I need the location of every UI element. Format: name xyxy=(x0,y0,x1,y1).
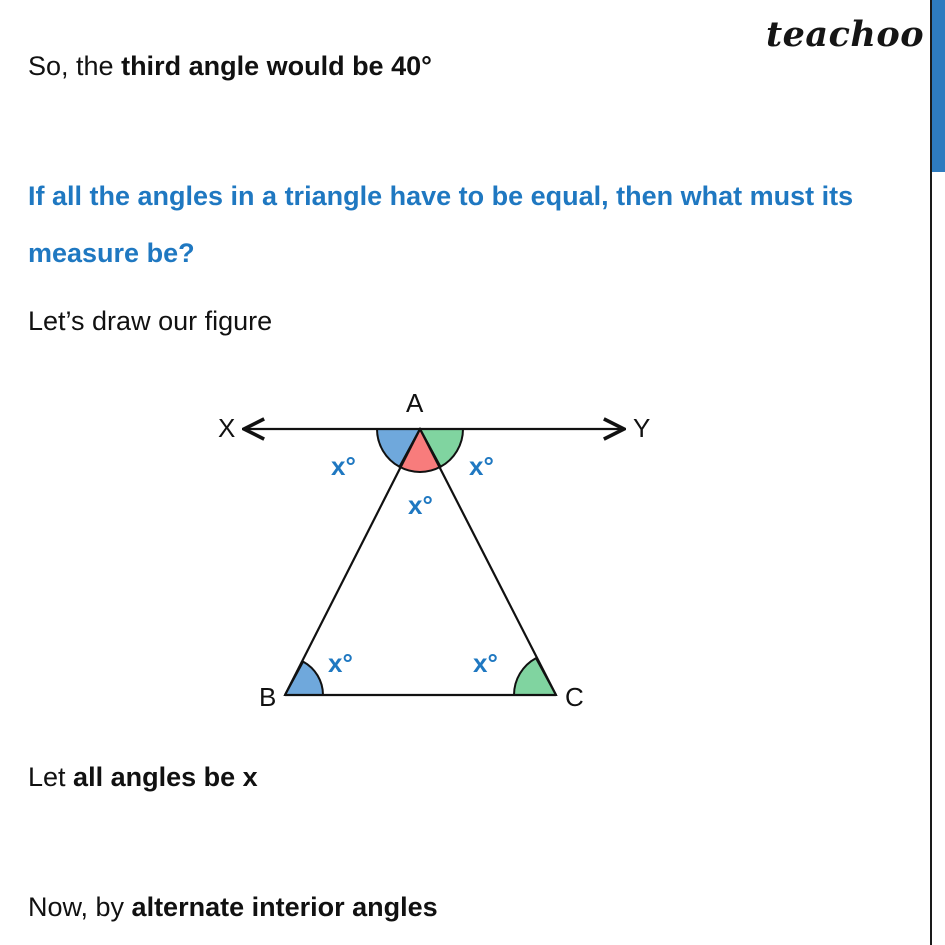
label-x: X xyxy=(218,413,236,443)
let-bold: all angles be x xyxy=(73,762,258,792)
now-prefix: Now, by xyxy=(28,892,132,922)
teachoo-logo: teachoo xyxy=(766,14,925,55)
let-prefix: Let xyxy=(28,762,74,792)
question-line-1: If all the angles in a triangle have to be equal, then what must its xyxy=(28,181,854,211)
angle-c-wedge xyxy=(514,658,556,695)
alternate-angles-statement xyxy=(28,891,438,923)
label-b: B xyxy=(259,682,277,712)
label-y: Y xyxy=(633,413,651,443)
question-line-2: measure be? xyxy=(28,238,195,268)
angle-label-bac: x° xyxy=(408,490,433,520)
angle-label-xab: x° xyxy=(331,451,356,481)
angle-label-b: x° xyxy=(328,648,353,678)
let-angles-statement xyxy=(28,761,258,793)
label-c: C xyxy=(565,682,584,712)
label-a: A xyxy=(406,388,424,418)
statement-prefix: So, the xyxy=(28,51,122,81)
angle-label-yac: x° xyxy=(469,451,494,481)
draw-figure-text: Let’s draw our figure xyxy=(28,306,273,336)
angle-b-wedge xyxy=(285,662,323,695)
angle-label-c: x° xyxy=(473,648,498,678)
statement-bold: third angle would be 40° xyxy=(121,51,432,81)
now-bold: alternate interior angles xyxy=(131,892,438,922)
